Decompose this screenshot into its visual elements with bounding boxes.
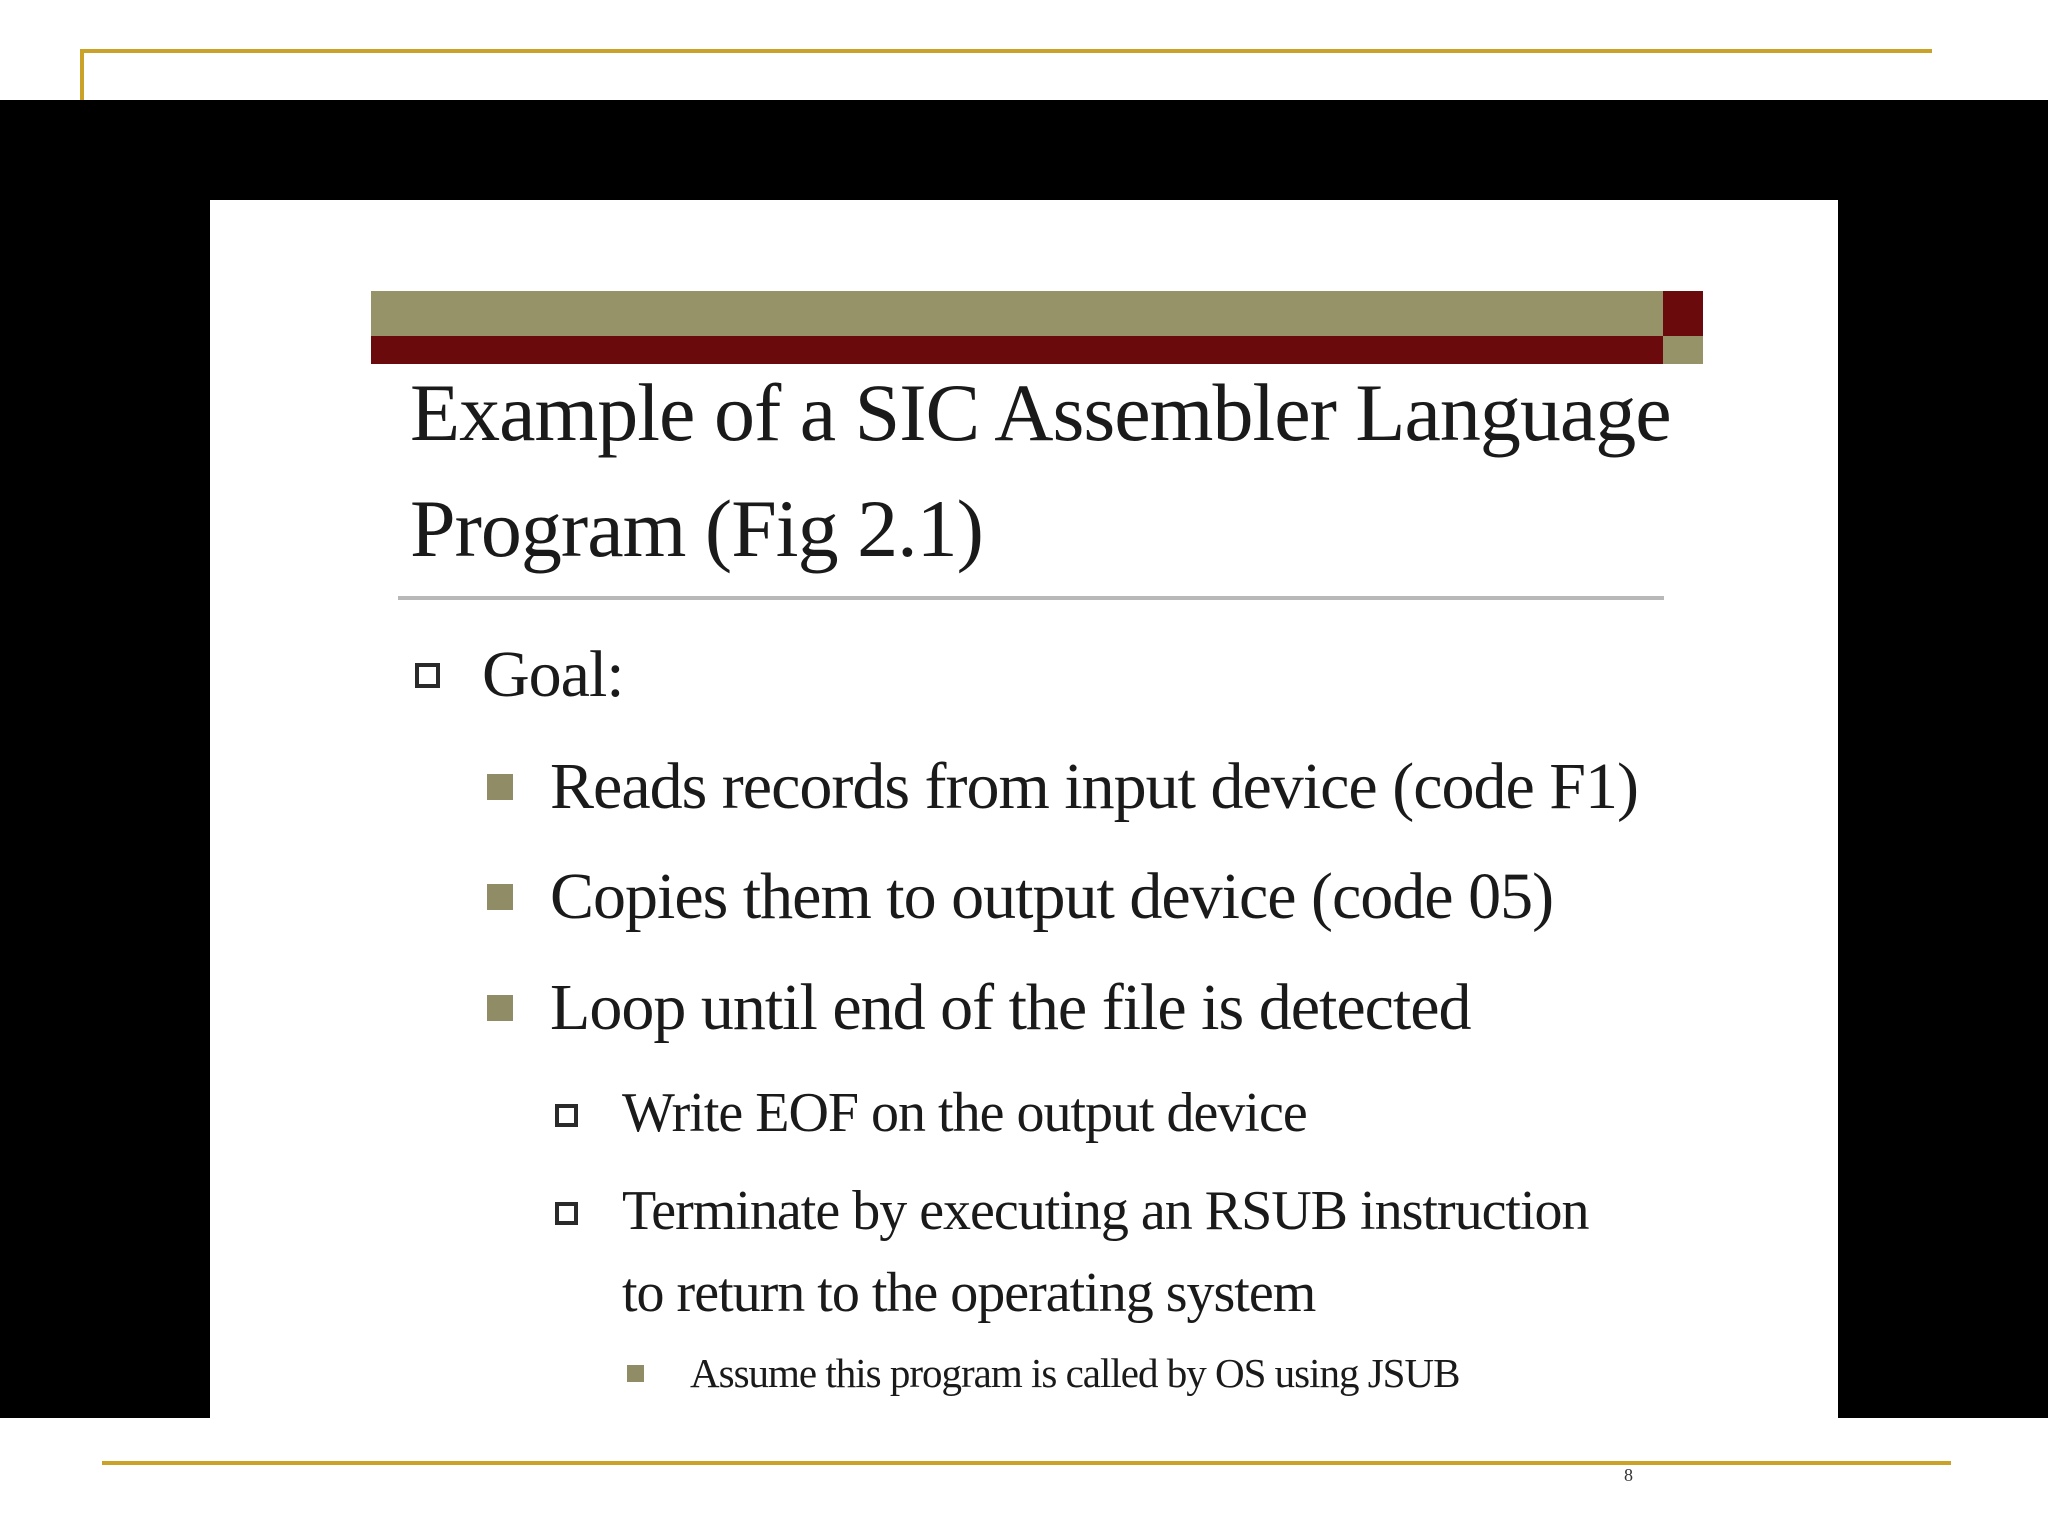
bullet-goal: Goal: <box>482 638 624 711</box>
hollow-square-bullet-icon <box>415 663 440 688</box>
slide-title-line-2: Program (Fig 2.1) <box>410 483 983 574</box>
slide-title <box>410 355 1700 587</box>
frame-left-tick <box>80 49 84 101</box>
header-maroon-square <box>1663 291 1703 336</box>
hollow-square-bullet-icon <box>555 1104 578 1127</box>
slide-page-number: 8 <box>1624 1465 1633 1485</box>
filled-square-bullet-icon <box>627 1365 644 1382</box>
filled-square-bullet-icon <box>487 774 513 800</box>
bullet-write-eof: Write EOF on the output device <box>622 1082 1307 1144</box>
hollow-square-bullet-icon <box>555 1202 578 1225</box>
bullet-loop-until-eof: Loop until end of the file is detected <box>550 971 1471 1044</box>
filled-square-bullet-icon <box>487 884 513 910</box>
video-player-area <box>0 100 2048 1485</box>
title-divider <box>398 596 1664 600</box>
frame-top-line <box>83 49 1932 53</box>
bullet-copies-output: Copies them to output device (code 05) <box>550 860 1554 933</box>
bullet-reads-records: Reads records from input device (code F1) <box>550 750 1638 823</box>
slide-title-line-1: Example of a SIC Assembler Language <box>410 367 1671 458</box>
filled-square-bullet-icon <box>487 995 513 1021</box>
header-olive-bar <box>371 291 1663 336</box>
bullet-terminate-rsub-line-2: to return to the operating system <box>622 1262 1316 1324</box>
frame-bottom-line <box>102 1461 1951 1465</box>
presentation-slide <box>210 200 1838 1518</box>
bullet-terminate-rsub-line-1: Terminate by executing an RSUB instruction <box>622 1180 1589 1242</box>
bullet-assume-jsub: Assume this program is called by OS using JSUB <box>690 1350 1460 1396</box>
